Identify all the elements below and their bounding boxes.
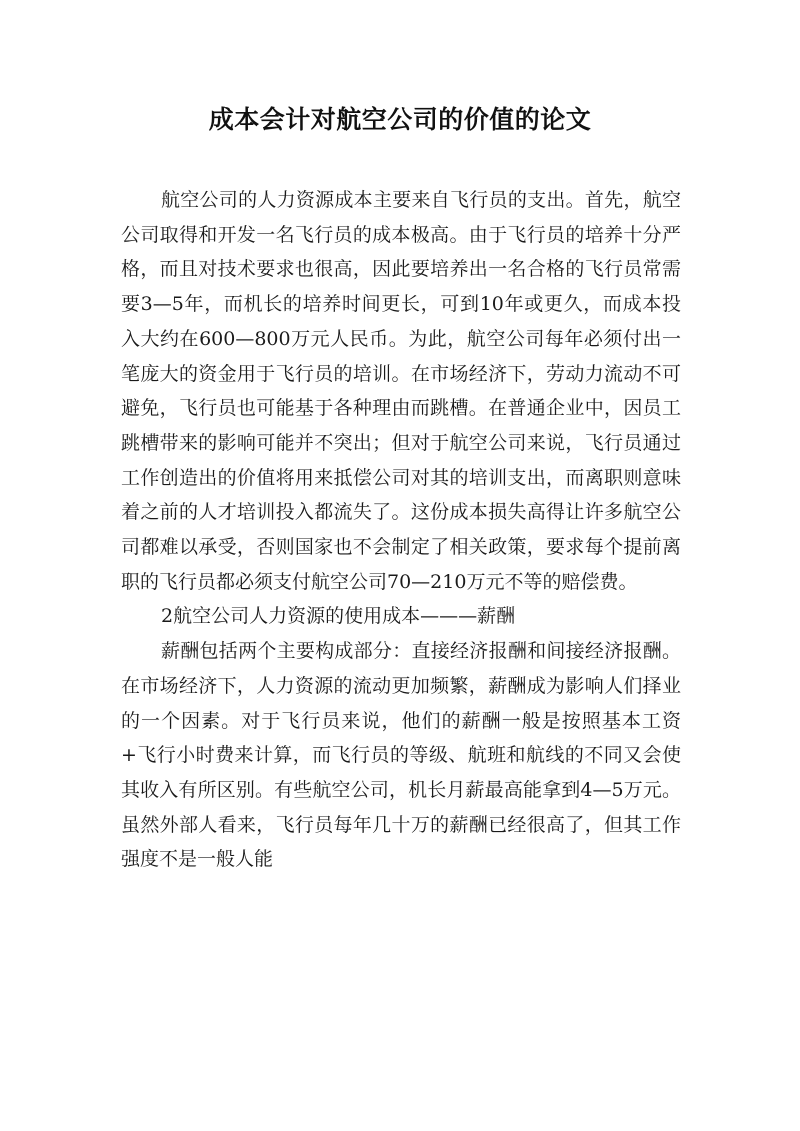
body-paragraph: 航空公司的人力资源成本主要来自飞行员的支出。首先，航空公司取得和开发一名飞行员的成本极高。由于飞行员的培养十分严格，而且对技术要求也很高，因此要培养出一名合格的飞行员常需要3—5年，而机长的培养时间更长，可到10年或更久，而成本投入大约在600—800万元人民币。为此，航空公司每年必须付出一笔庞大的资金用于飞行员的培训。在市场经济下，劳动力流动不可避免，飞行员也可能基于各种理由而跳槽。在普通企业中，因员工跳槽带来的影响可能并不突出；但对于航空公司来说，飞行员通过工作创造出的价值将用来抵偿公司对其的培训支出，而离职则意味着之前的人才培训投入都流失了。这份成本损失高得让许多航空公司都难以承受，否则国家也不会制定了相关政策，要求每个提前离职的飞行员都必须支付航空公司70—210万元不等的赔偿费。 [121,189,681,593]
body-paragraph: 薪酬包括两个主要构成部分：直接经济报酬和间接经济报酬。在市场经济下，人力资源的流动更加频繁，薪酬成为影响人们择业的一个因素。对于飞行员来说，他们的薪酬一般是按照基本工资+飞行小时费来计算，而飞行员的等级、航班和航线的不同又会使其收入有所区别。有些航空公司，机长月薪最高能拿到4—5万元。虽然外部人看来，飞行员每年几十万的薪酬已经很高了，但其工作强度不是一般人能 [121,640,681,871]
document-title: 成本会计对航空公司的价值的论文 [208,105,592,134]
section-heading: 2航空公司人力资源的使用成本———薪酬 [161,605,516,628]
document-body [121,183,681,877]
